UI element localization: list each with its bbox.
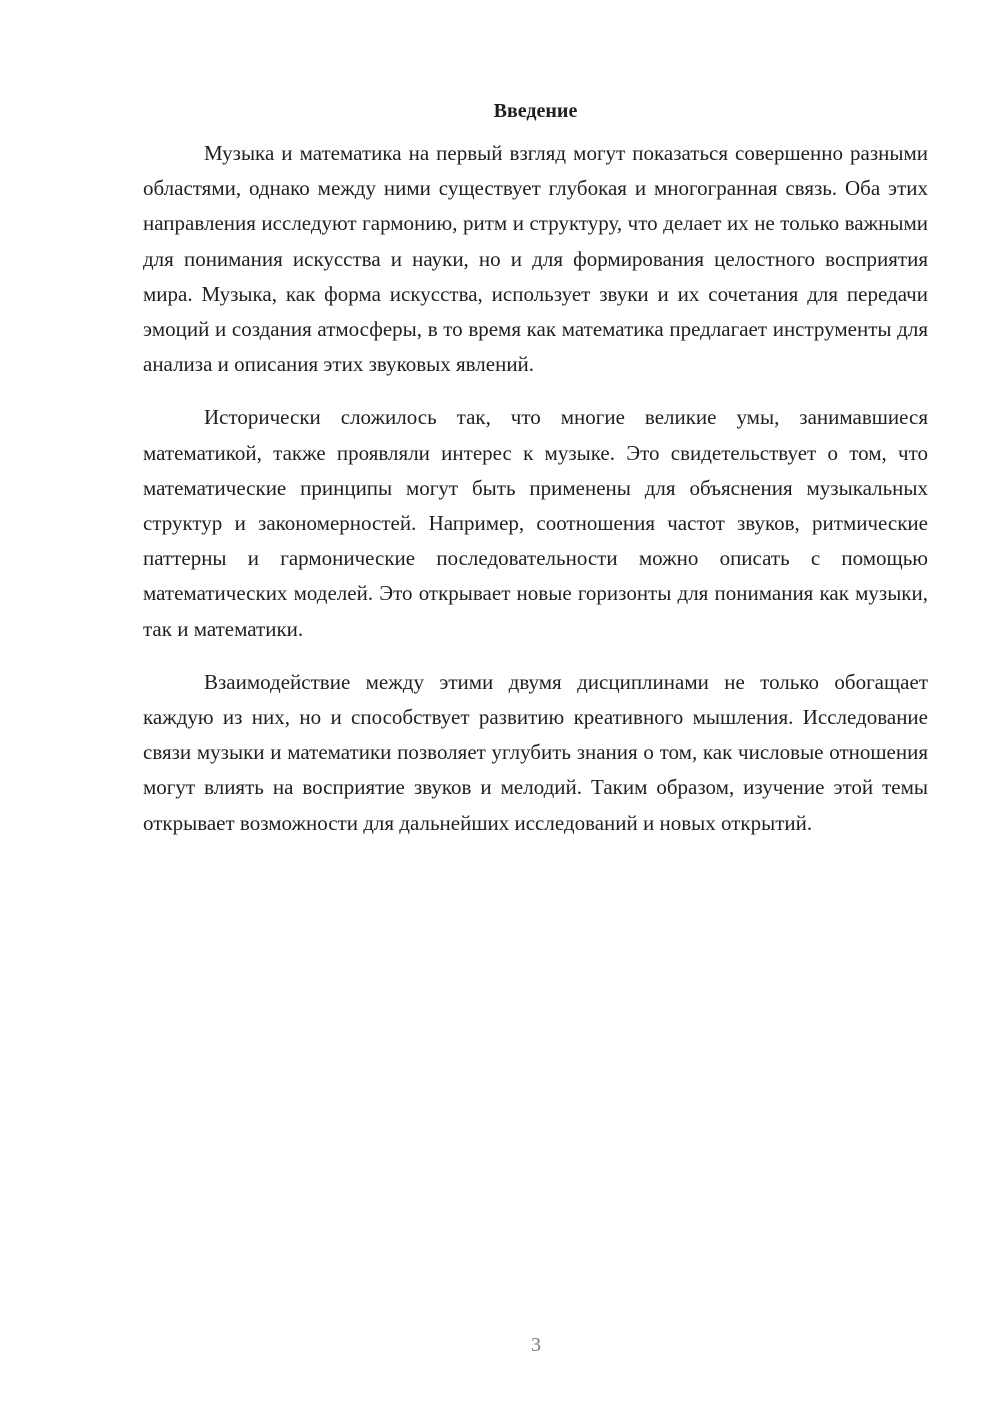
paragraph-1: Музыка и математика на первый взгляд могут показаться совершенно разными областями, однако между ними существует глубокая и многогранная связь. Оба этих направления исследуют гармонию, ритм и структуру, что делает их не только важными для понимания искусства и науки, но и для формирования целостного восприятия мира. Музыка, как форма искусства, использует звуки и их сочетания для передачи эмоций и создания атмосферы, в то время как математика предлагает инструменты для анализа и описания этих звуковых явлений. (143, 141, 928, 377)
paragraph-3: Взаимодействие между этими двумя дисциплинами не только обогащает каждую из них, но и способствует развитию креативного мышления. Исследование связи музыки и математики позволяет углубить знания о том, как числовые отношения могут влиять на восприятие звуков и мелодий. Таким образом, изучение этой темы открывает возможности для дальнейших исследований и новых открытий. (143, 669, 928, 835)
section-title: Введение (493, 100, 578, 122)
page-content (143, 96, 928, 859)
page-number: 3 (531, 1334, 541, 1356)
paragraph-2: Исторически сложилось так, что многие великие умы, занимавшиеся математикой, также проявляли интерес к музыке. Это свидетельствует о том, что математические принципы могут быть применены для объяснения музыкальных структур и закономерностей. Например, соотношения частот звуков, ритмические паттерны и гармонические последовательности можно описать с помощью математических моделей. Это открывает новые горизонты для понимания как музыки, так и математики. (143, 405, 928, 641)
